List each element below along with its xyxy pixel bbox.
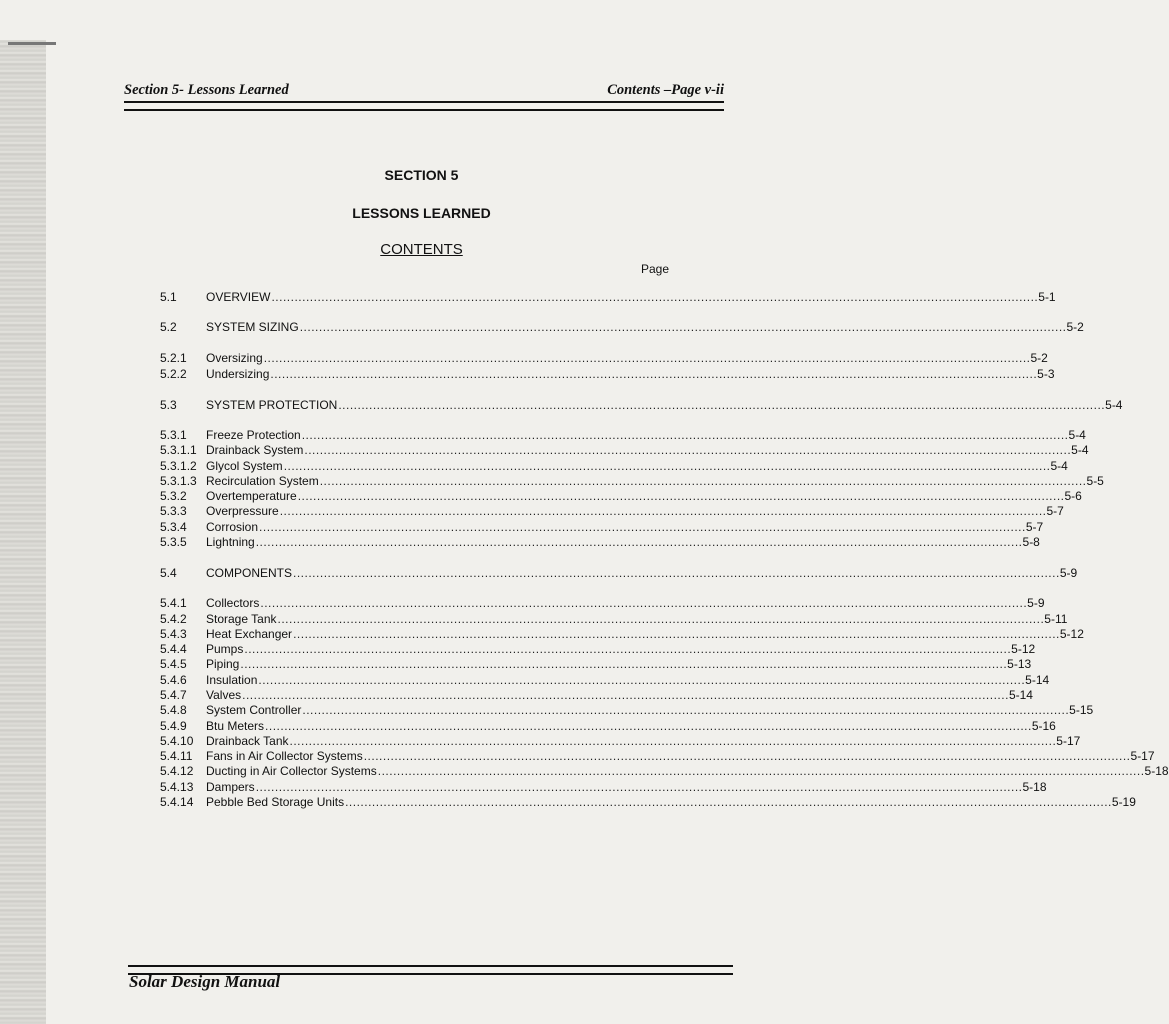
toc-entry-page: 5-11 (1044, 612, 1068, 626)
toc-entry-page: 5-2 (1030, 351, 1048, 365)
toc-entry (160, 703, 1094, 718)
toc-entry (160, 474, 1104, 489)
toc-entry-page: 5-13 (1007, 657, 1032, 671)
toc-leader-dots: ........................................................................................................................................................................................................ (319, 474, 1087, 488)
toc-entry-label: OVERVIEW (206, 290, 271, 304)
toc-entry (160, 642, 1036, 657)
toc-entry-label: Heat Exchanger (206, 627, 293, 641)
toc-entry-page: 5-8 (1022, 535, 1040, 549)
toc-leader-dots: ........................................................................................................................................................................................................ (260, 596, 1028, 610)
toc-entry-label: SYSTEM PROTECTION (206, 398, 338, 412)
toc-entry-label: Glycol System (206, 459, 283, 473)
toc-entry-page: 5-6 (1064, 489, 1082, 503)
toc-entry-number: 5.4.12 (160, 764, 194, 778)
toc-entry-number: 5.3.3 (160, 504, 187, 518)
toc-entry-label: Ducting in Air Collector Systems (206, 764, 377, 778)
toc-entry (160, 489, 1082, 504)
toc-entry-page: 5-14 (1008, 688, 1033, 702)
toc-entry-label: Recirculation System (206, 474, 319, 488)
toc-leader-dots: ........................................................................................................................................................................................................ (258, 673, 1026, 687)
toc-entry-label: Fans in Air Collector Systems (206, 749, 363, 763)
toc-leader-dots: ........................................................................................................................................................................................................ (289, 734, 1057, 748)
toc-leader-dots: ........................................................................................................................................................................................................ (377, 764, 1145, 778)
toc-leader-dots: ........................................................................................................................................................................................................ (363, 749, 1131, 763)
toc-entry-number: 5.4.13 (160, 780, 194, 794)
toc-entry-page: 5-17 (1056, 734, 1081, 748)
running-footer (128, 962, 733, 1002)
toc-entry-label: Storage Tank (206, 612, 277, 626)
toc-entry-number: 5.3.1.1 (160, 443, 197, 457)
toc-leader-dots: ........................................................................................................................................................................................................ (279, 504, 1047, 518)
toc-entry-number: 5.4.14 (160, 795, 194, 809)
toc-entry-number: 5.4.8 (160, 703, 187, 717)
toc-entry (160, 734, 1081, 749)
toc-entry-number: 5.1 (160, 290, 177, 304)
toc-entry (160, 504, 1064, 519)
toc-entry (160, 398, 1123, 413)
toc-entry (160, 428, 1086, 443)
toc-entry-page: 5-4 (1071, 443, 1089, 457)
toc-entry-page: 5-2 (1066, 320, 1084, 334)
contents-heading: CONTENTS (380, 241, 463, 258)
toc-leader-dots: ........................................................................................................................................................................................................ (297, 489, 1065, 503)
toc-entry-number: 5.3.4 (160, 520, 187, 534)
toc-entry-page: 5-4 (1068, 428, 1086, 442)
toc-entry (160, 795, 1136, 810)
toc-leader-dots: ........................................................................................................................................................................................................ (242, 688, 1009, 702)
toc-entry-number: 5.4.9 (160, 719, 187, 733)
toc-entry-label: Overpressure (206, 504, 279, 518)
toc-entry-page: 5-12 (1059, 627, 1084, 641)
toc-entry-number: 5.4 (160, 566, 177, 580)
toc-entry (160, 719, 1056, 734)
toc-entry-number: 5.3.1.3 (160, 474, 197, 488)
toc-entry-number: 5.3.2 (160, 489, 187, 503)
toc-entry-label: System Controller (206, 703, 302, 717)
toc-entry-page: 5-7 (1025, 520, 1044, 534)
toc-entry-label: Lightning (206, 535, 255, 549)
toc-entry-label: Freeze Protection (206, 428, 301, 442)
toc-entry-page: 5-7 (1046, 504, 1064, 518)
toc-leader-dots: ........................................................................................................................................................................................................ (338, 398, 1106, 412)
toc-entry-number: 5.3.5 (160, 535, 187, 549)
toc-entry-label: Pebble Bed Storage Units (206, 795, 345, 809)
toc-leader-dots: ........................................................................................................................................................................................................ (271, 290, 1039, 304)
toc-entry-number: 5.4.5 (160, 657, 187, 671)
toc-entry (160, 780, 1047, 795)
toc-entry-label: Collectors (206, 596, 260, 610)
toc-entry-label: Insulation (206, 673, 258, 687)
toc-leader-dots: ........................................................................................................................................................................................................ (302, 703, 1070, 717)
toc-entry-page: 5-3 (1037, 367, 1055, 381)
scan-edge-mark (8, 42, 56, 45)
toc-entry-number: 5.4.3 (160, 627, 187, 641)
toc-leader-dots: ........................................................................................................................................................................................................ (299, 320, 1067, 334)
toc-entry-page: 5-4 (1050, 459, 1068, 473)
toc-entry-page: 5-12 (1011, 642, 1036, 656)
toc-entry (160, 459, 1068, 474)
toc-entry-number: 5.4.4 (160, 642, 187, 656)
toc-entry-page: 5-14 (1025, 673, 1050, 687)
toc-leader-dots: ........................................................................................................................................................................................................ (263, 351, 1031, 365)
toc-entry-page: 5-15 (1069, 703, 1094, 717)
header-page-number: Contents –Page v-ii (607, 82, 724, 98)
toc-entry-page: 5-19 (1111, 795, 1136, 809)
toc-leader-dots: ........................................................................................................................................................................................................ (283, 459, 1051, 473)
toc-entry (160, 535, 1040, 550)
toc-entry-label: COMPONENTS (206, 566, 293, 580)
toc-entry (160, 596, 1045, 611)
toc-entry-label: Pumps (206, 642, 244, 656)
toc-entry-label: Valves (206, 688, 242, 702)
toc-entry-label: Drainback Tank (206, 734, 289, 748)
toc-entry-label: SYSTEM SIZING (206, 320, 299, 334)
toc-leader-dots: ........................................................................................................................................................................................................ (265, 719, 1032, 733)
section-subtitle: LESSONS LEARNED (352, 205, 491, 221)
toc-entry-page: 5-9 (1027, 596, 1045, 610)
toc-entry (160, 443, 1089, 458)
toc-entry (160, 612, 1068, 627)
toc-entry-label: Overtemperature (206, 489, 297, 503)
toc-entry-page: 5-5 (1086, 474, 1104, 488)
toc-entry (160, 764, 1169, 779)
toc-entry-page: 5-1 (1038, 290, 1056, 304)
toc-entry-number: 5.4.7 (160, 688, 187, 702)
toc-entry-number: 5.3.1 (160, 428, 187, 442)
toc-entry-number: 5.4.6 (160, 673, 187, 687)
toc-entry (160, 367, 1055, 382)
toc-entry-number: 5.2.2 (160, 367, 187, 381)
toc-entry (160, 749, 1155, 764)
toc-entry (160, 320, 1084, 335)
toc-entry-label: Undersizing (206, 367, 270, 381)
page-column-label: Page (641, 262, 670, 276)
toc-entry-page: 5-18 (1144, 764, 1169, 778)
toc-entry (160, 520, 1044, 535)
toc-leader-dots: ........................................................................................................................................................................................................ (345, 795, 1112, 809)
toc-leader-dots: ........................................................................................................................................................................................................ (277, 612, 1045, 626)
toc-entry-page: 5-18 (1022, 780, 1047, 794)
toc-entry-number: 5.3.1.2 (160, 459, 197, 473)
toc-entry (160, 627, 1084, 642)
toc-entry-label: Drainback System (206, 443, 304, 457)
toc-entry-page: 5-16 (1031, 719, 1056, 733)
toc-leader-dots: ........................................................................................................................................................................................................ (270, 367, 1038, 381)
toc-entry (160, 566, 1078, 581)
toc-leader-dots: ........................................................................................................................................................................................................ (301, 428, 1069, 442)
toc-entry-label: Btu Meters (206, 719, 265, 733)
toc-leader-dots: ........................................................................................................................................................................................................ (293, 627, 1060, 641)
toc-entry-number: 5.2 (160, 320, 177, 334)
toc-leader-dots: ........................................................................................................................................................................................................ (244, 642, 1012, 656)
toc-entry-label: Oversizing (206, 351, 263, 365)
toc-entry (160, 688, 1033, 703)
footer-manual-title: Solar Design Manual (129, 972, 281, 991)
header-double-rule (124, 101, 724, 111)
toc-entry (160, 351, 1048, 366)
toc-entry-number: 5.2.1 (160, 351, 187, 365)
scan-edge-shadow (0, 40, 46, 1024)
toc-entry-page: 5-17 (1130, 749, 1155, 763)
header-section-title: Section 5- Lessons Learned (124, 82, 289, 98)
toc-entry-number: 5.3 (160, 398, 177, 412)
toc-leader-dots: ........................................................................................................................................................................................................ (293, 566, 1060, 580)
toc-entry-label: Piping (206, 657, 240, 671)
toc-entry (160, 290, 1056, 305)
running-header (124, 82, 724, 108)
toc-entry-page: 5-9 (1059, 566, 1078, 580)
toc-entry-page: 5-4 (1105, 398, 1123, 412)
toc-entry-label: Dampers (206, 780, 255, 794)
toc-entry-label: Corrosion (206, 520, 259, 534)
toc-leader-dots: ........................................................................................................................................................................................................ (259, 520, 1026, 534)
toc-leader-dots: ........................................................................................................................................................................................................ (304, 443, 1072, 457)
toc-entry-number: 5.4.10 (160, 734, 194, 748)
toc-leader-dots: ........................................................................................................................................................................................................ (255, 535, 1023, 549)
toc-entry (160, 657, 1032, 672)
toc-entry (160, 673, 1050, 688)
toc-entry-number: 5.4.11 (160, 749, 193, 763)
toc-leader-dots: ........................................................................................................................................................................................................ (255, 780, 1023, 794)
toc-leader-dots: ........................................................................................................................................................................................................ (240, 657, 1008, 671)
toc-entry-number: 5.4.2 (160, 612, 187, 626)
section-title: SECTION 5 (384, 167, 459, 183)
toc-entry-number: 5.4.1 (160, 596, 187, 610)
